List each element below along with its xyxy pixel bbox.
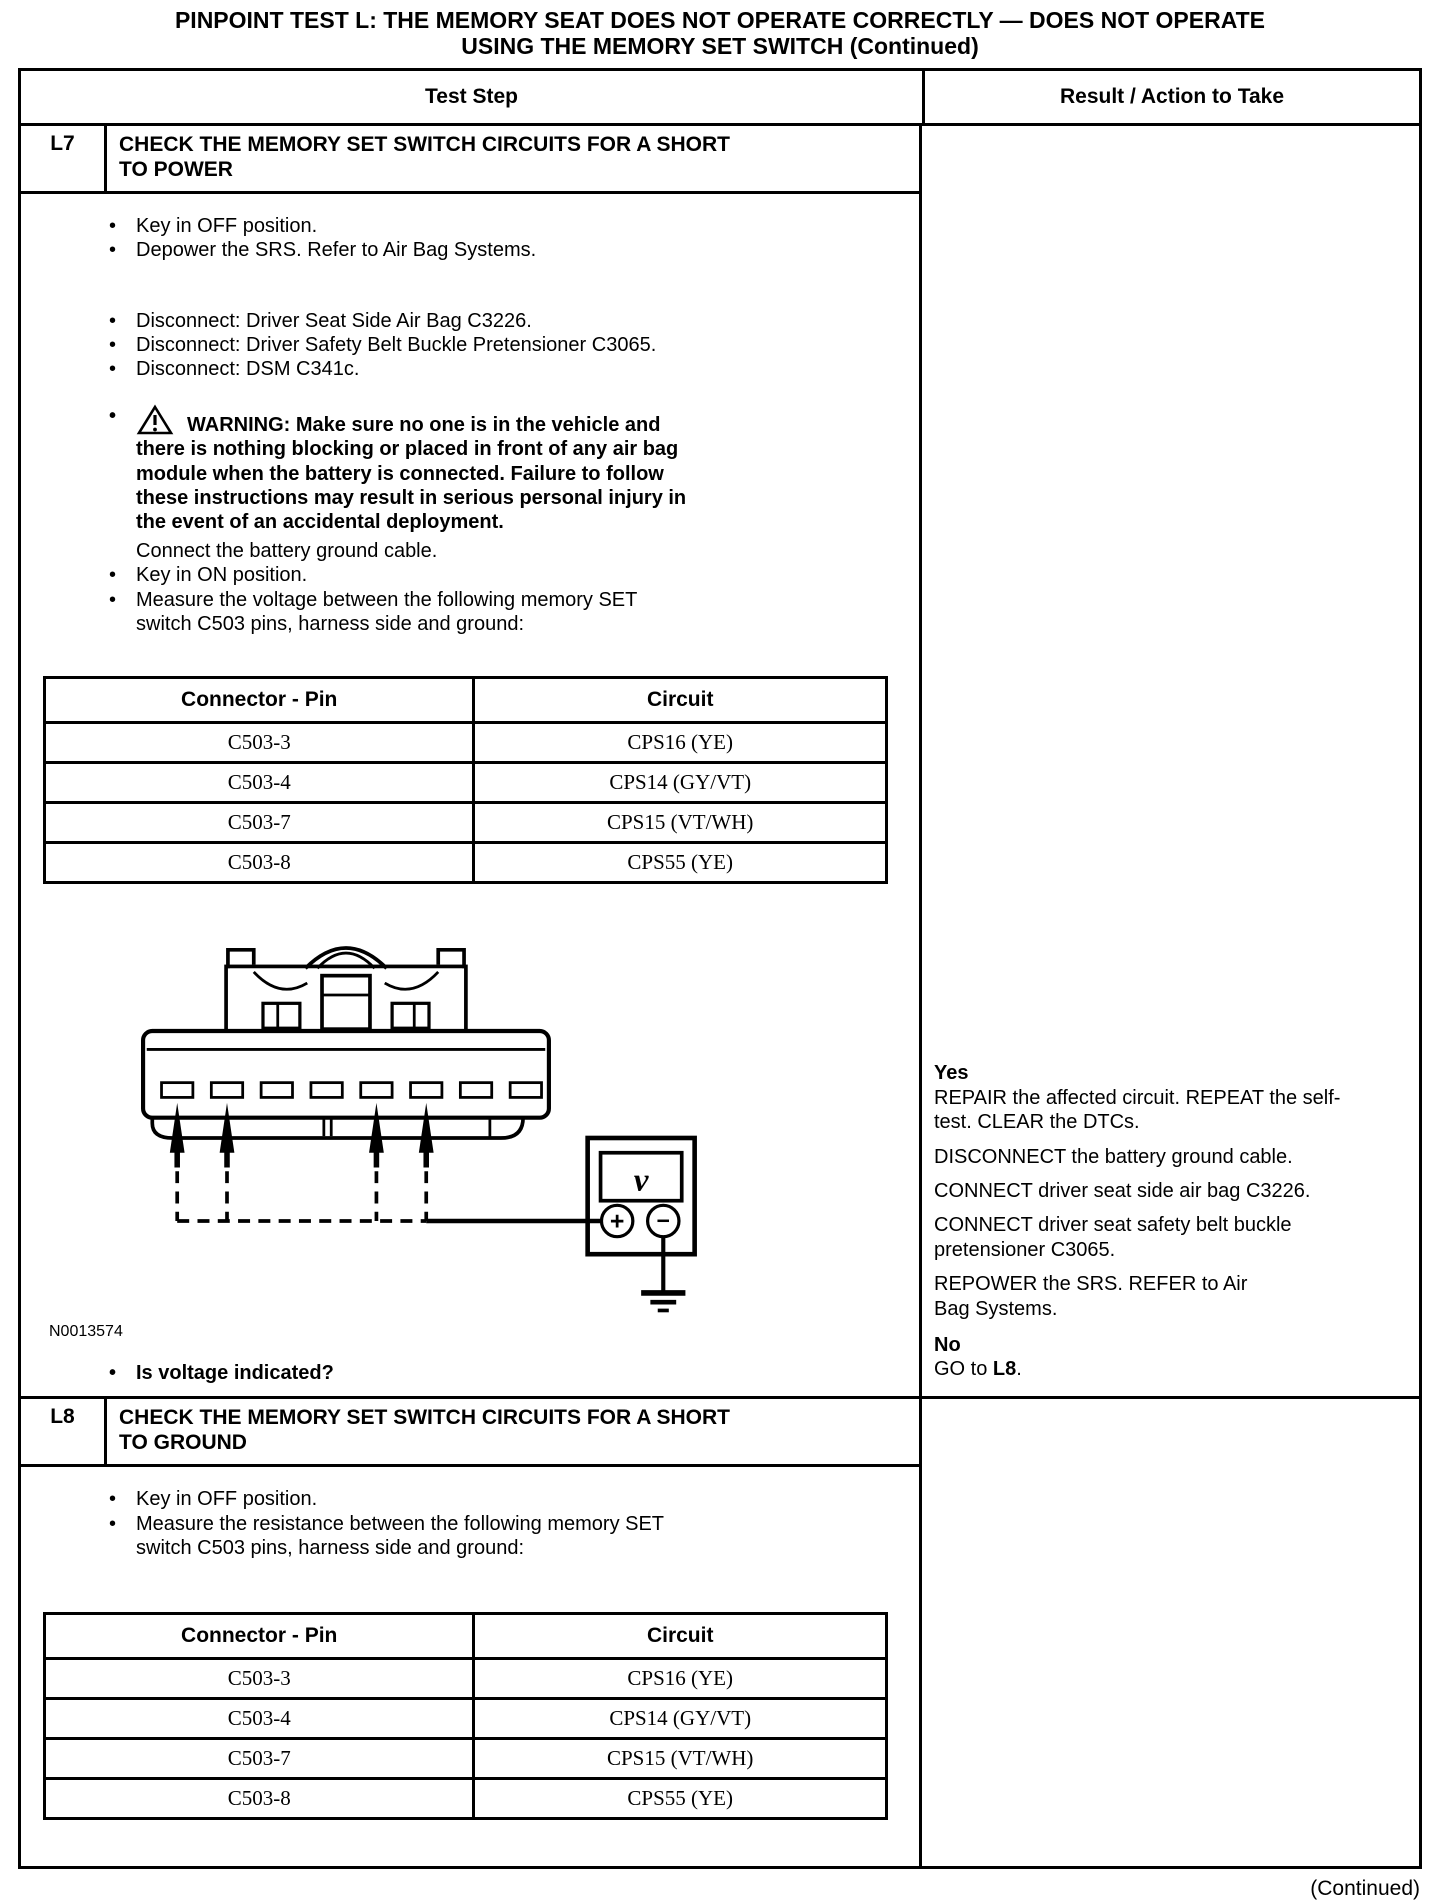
l8-step-id: L8 [21,1399,107,1464]
result-action: CONNECT driver seat safety belt buckle pretensioner C3065. [934,1214,1292,1261]
pin-table-header-circuit: Circuit [474,678,887,723]
page-title-line2: USING THE MEMORY SET SWITCH (Continued) [461,32,979,59]
go-to-target: L8 [992,1358,1017,1381]
l8-step-cell [21,1399,922,1867]
test-step-section-l7 [21,126,1419,1396]
circuit-cell: CPS16 (YE) [474,723,887,763]
circuit-cell: CPS55 (YE) [474,843,887,883]
l7-connector-pin-table [43,676,888,884]
l8-connector-pin-table [43,1612,888,1820]
test-step-section-l8 [21,1396,1419,1867]
l7-step-heading-band [21,126,919,194]
connector-illustration [143,948,549,1138]
l7-instruction-list [21,214,919,636]
circuit-cell: CPS16 (YE) [474,1659,887,1699]
voltmeter-icon [588,1138,695,1254]
result-no-label: No [934,1333,961,1356]
table-row [45,763,887,803]
question-text: • Is voltage indicated? [21,1361,919,1385]
table-row [45,1659,887,1699]
result-action: REPOWER the SRS. REFER to Air Bag Systems. [934,1273,1248,1320]
list-item: • Measure the voltage between the following memory SET switch C503 pins, harness side and ground: [21,588,689,637]
table-row [45,1739,887,1779]
pinpoint-test-table [18,68,1422,1870]
column-header-result-action: Result / Action to Take [922,71,1419,123]
pin-cell: C503-8 [45,843,474,883]
pin-cell: C503-4 [45,763,474,803]
ground-symbol-icon [641,1237,685,1311]
column-header-test-step: Test Step [425,84,518,108]
pin-table-header-connector: Connector - Pin [45,678,474,723]
circuit-cell: CPS15 (VT/WH) [474,1739,887,1779]
table-row [45,1779,887,1819]
plus-terminal-label: + [609,1207,625,1236]
result-action: DISCONNECT the battery ground cable. [934,1145,1293,1168]
warning-text: WARNING: Make sure no one is in the vehicle and there is nothing blocking or placed in front of any air bag module when the battery is connected. Failure to follow these instructions may result in serious personal injury in the event of an accidental deployment. [136,413,687,534]
table-row [45,803,887,843]
circuit-cell: CPS14 (GY/VT) [474,1699,887,1739]
l7-question-wrap [21,1361,919,1395]
l8-result-cell [922,1399,1419,1867]
minus-terminal-label: − [656,1207,671,1234]
l8-step-heading-band [21,1399,919,1467]
measurement-figure [109,924,919,1321]
l8-step-body [21,1467,919,1866]
l8-instruction-list [21,1487,919,1560]
result-no-action [934,1357,1373,1381]
l8-step-heading: CHECK THE MEMORY SET SWITCH CIRCUITS FOR A SHORT TO GROUND [119,1405,730,1454]
list-item: • Disconnect: Driver Safety Belt Buckle Pretensioner C3065. [21,333,689,357]
pin-cell: C503-4 [45,1699,474,1739]
circuit-cell: CPS15 (VT/WH) [474,803,887,843]
figure-reference-number: N0013574 [49,1323,123,1341]
l7-step-cell [21,126,922,1396]
list-item: Connect the battery ground cable. [136,539,438,562]
go-to-period: . [1016,1358,1022,1381]
document-page [18,0,1422,1901]
result-action: REPAIR the affected circuit. REPEAT the self-test. CLEAR the DTCs. [934,1086,1341,1134]
pin-table-header-connector: Connector - Pin [45,1614,474,1659]
pin-cell: C503-3 [45,723,474,763]
pin-cell: C503-3 [45,1659,474,1699]
pin-cell: C503-8 [45,1779,474,1819]
table-row [45,843,887,883]
page-title [18,0,1422,60]
table-row [45,1699,887,1739]
l7-result-cell [922,126,1419,1396]
pin-table-header-circuit: Circuit [474,1614,887,1659]
voltmeter-symbol: ν [633,1161,649,1199]
test-lead-wires [177,1172,601,1222]
list-item: • Disconnect: Driver Seat Side Air Bag C3226. [21,309,689,333]
list-item: • Key in OFF position. [21,1487,689,1511]
table-header-row [21,71,1419,126]
pin-cell: C503-7 [45,803,474,843]
circuit-cell: CPS55 (YE) [474,1779,887,1819]
table-row [45,678,887,723]
circuit-cell: CPS14 (GY/VT) [474,763,887,803]
l7-step-id: L7 [21,126,107,191]
list-item: • Depower the SRS. Refer to Air Bag Systems. [21,238,689,262]
result-action: CONNECT driver seat side air bag C3226. [934,1180,1311,1202]
table-row [45,1614,887,1659]
list-item: • Key in OFF position. [21,214,689,238]
warning-icon [136,414,187,436]
l7-question-list [21,1361,919,1385]
result-yes-label: Yes [934,1062,969,1085]
probe-arrows [170,1103,434,1168]
l7-step-heading: CHECK THE MEMORY SET SWITCH CIRCUITS FOR A SHORT TO POWER [119,132,730,181]
pin-cell: C503-7 [45,1739,474,1779]
list-item: • Disconnect: DSM C341c. [21,357,689,381]
list-item: • Measure the resistance between the following memory SET switch C503 pins, harness side and ground: [21,1512,689,1561]
go-to-text: GO to [934,1358,993,1381]
page-title-line1: PINPOINT TEST L: THE MEMORY SEAT DOES NOT OPERATE CORRECTLY — DOES NOT OPERATE [174,7,1266,33]
warning-list-item [21,404,689,535]
table-row [45,723,887,763]
continued-note: (Continued) [1310,1877,1420,1901]
list-item: • Key in ON position. [21,563,689,587]
l7-step-body [21,194,919,1396]
